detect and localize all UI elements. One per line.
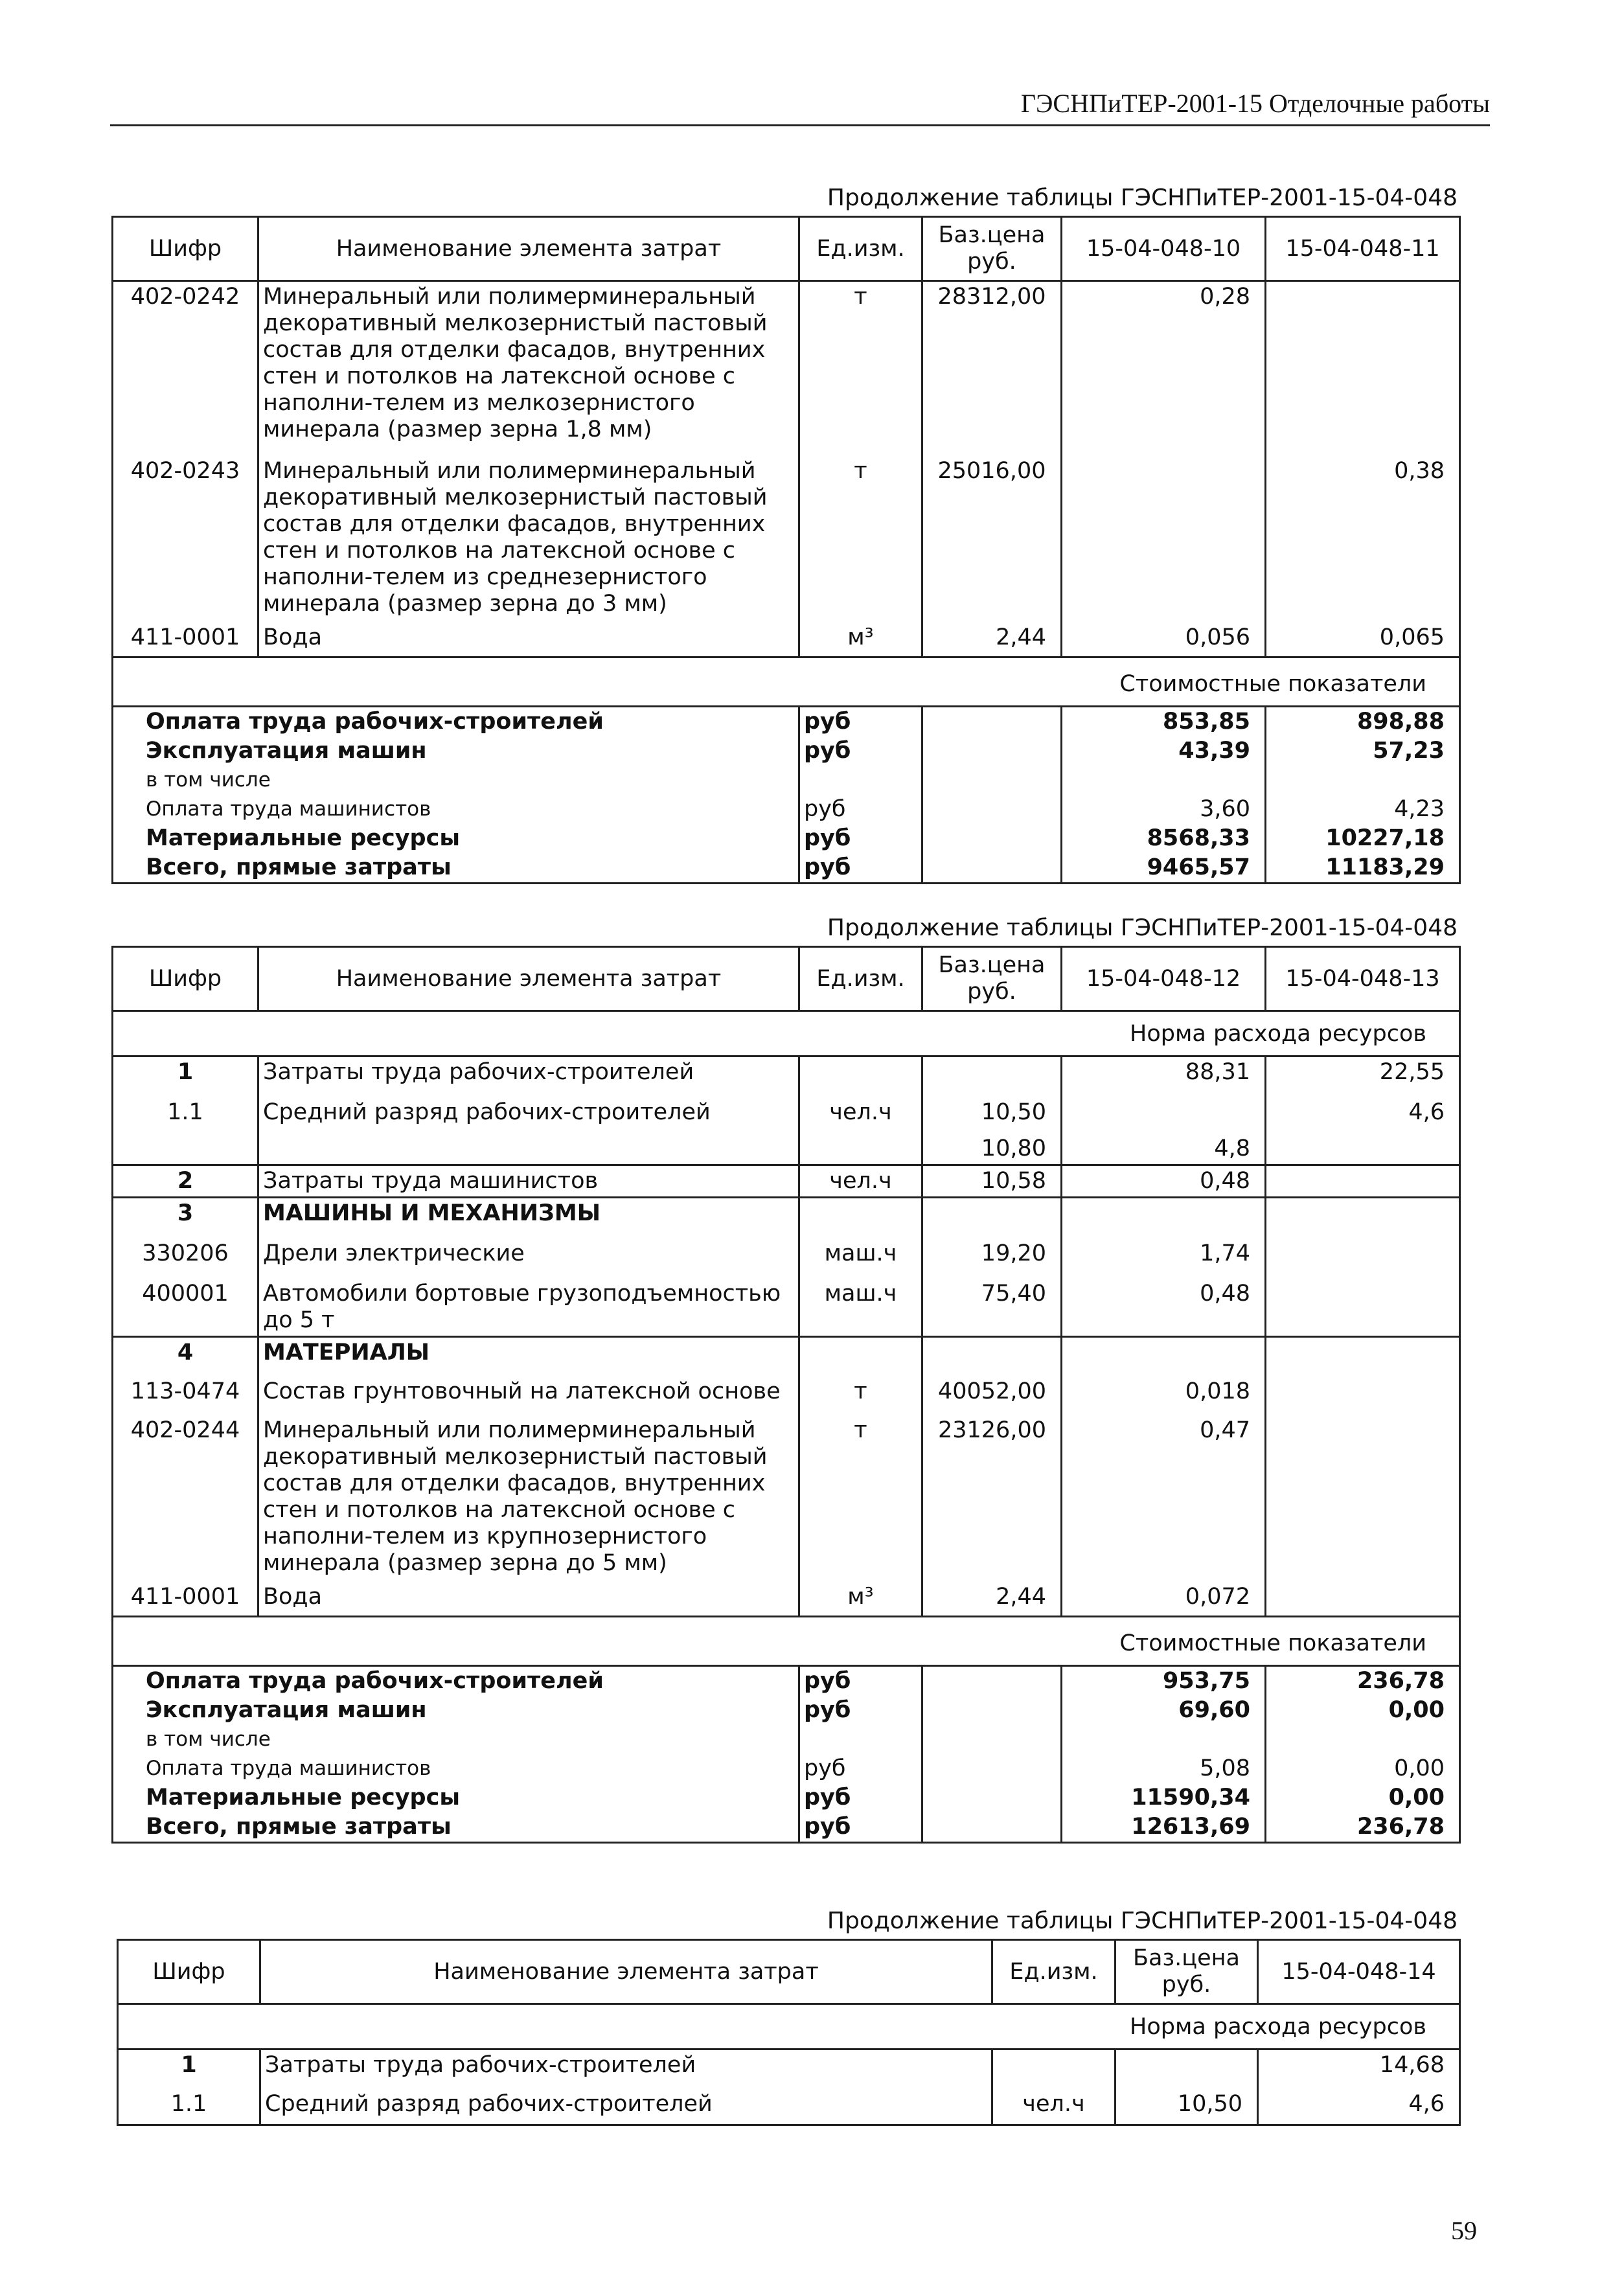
section-title-row	[118, 2004, 1460, 2050]
cost-empty	[922, 853, 1062, 884]
cost-v2: 236,78	[1266, 1666, 1460, 1696]
cost-v1: 5,08	[1062, 1754, 1266, 1783]
row-price: 10,50	[922, 1088, 1062, 1128]
row-unit: маш.ч	[799, 1229, 922, 1269]
table-row	[113, 1165, 1460, 1198]
col-header-price: Баз.цена руб.	[1115, 1940, 1258, 2004]
cost-empty	[922, 766, 1062, 795]
row-price	[922, 1056, 1062, 1088]
col-header-price: Баз.цена руб.	[922, 217, 1062, 281]
table-row	[113, 1056, 1460, 1088]
row-name: Автомобили бортовые грузоподъемностью до 5 т	[258, 1269, 799, 1337]
cost-row	[113, 1812, 1460, 1843]
table-2	[111, 946, 1461, 1844]
cost-label: Материальные ресурсы	[113, 824, 799, 853]
cost-v2: 0,00	[1266, 1783, 1460, 1812]
row-unit: т	[799, 1407, 922, 1579]
table-row	[118, 2081, 1460, 2125]
col-header-code: Шифр	[113, 217, 258, 281]
row-unit: маш.ч	[799, 1269, 922, 1337]
row-name: Дрели электрические	[258, 1229, 799, 1269]
row-unit: м³	[799, 619, 922, 657]
cost-v2: 0,00	[1266, 1696, 1460, 1725]
cost-row	[113, 824, 1460, 853]
cost-row	[113, 1725, 1460, 1754]
cost-unit: руб	[799, 853, 922, 884]
cost-unit: руб	[799, 1666, 922, 1696]
cost-empty	[922, 1725, 1062, 1754]
section-title: Стоимостные показатели	[113, 657, 1460, 707]
row-unit: т	[799, 281, 922, 446]
row-v1: 14,68	[1258, 2050, 1460, 2081]
row-code: 2	[113, 1165, 258, 1198]
table-2-header-row	[113, 947, 1460, 1011]
cost-v2: 898,88	[1266, 707, 1460, 737]
cost-empty	[922, 707, 1062, 737]
table-row	[113, 1407, 1460, 1579]
cost-v1: 8568,33	[1062, 824, 1266, 853]
row-code: 400001	[113, 1269, 258, 1337]
cost-v1: 43,39	[1062, 737, 1266, 766]
page-header-title: ГЭСНПиТЕР-2001-15 Отделочные работы	[1020, 89, 1490, 118]
cost-label: Оплата труда машинистов	[113, 795, 799, 824]
cost-row	[113, 1754, 1460, 1783]
row-name: Затраты труда рабочих-строителей	[258, 1056, 799, 1088]
row-v1	[1062, 1337, 1266, 1369]
section-title: Норма расхода ресурсов	[113, 1011, 1460, 1056]
col-header-unit: Ед.изм.	[992, 1940, 1115, 2004]
row-unit	[799, 1056, 922, 1088]
row-name: Минеральный или полимерминеральный декоративный мелкозернистый пастовый состав для отделки фасадов, внутренних стен и потолков на латексной основе с наполни-телем из крупнозернистого минерала (размер зерна до 5 мм)	[258, 1407, 799, 1579]
cost-label: Всего, прямые затраты	[113, 1812, 799, 1843]
row-v2	[1266, 1407, 1460, 1579]
table-row	[113, 1088, 1460, 1128]
col-header-v1: 15-04-048-12	[1062, 947, 1266, 1011]
col-header-price: Баз.цена руб.	[922, 947, 1062, 1011]
table-row	[113, 1269, 1460, 1337]
row-v2	[1266, 1368, 1460, 1407]
row-code: 402-0243	[113, 445, 258, 619]
section-title-row	[113, 657, 1460, 707]
row-v2: 0,065	[1266, 619, 1460, 657]
cost-row	[113, 707, 1460, 737]
row-code: 1.1	[118, 2081, 260, 2125]
row-unit	[799, 1198, 922, 1229]
row-v2	[1266, 1128, 1460, 1165]
table-row	[113, 445, 1460, 619]
row-code: 1	[118, 2050, 260, 2081]
row-v1: 0,47	[1062, 1407, 1266, 1579]
row-code: 411-0001	[113, 1579, 258, 1617]
row-unit: т	[799, 445, 922, 619]
row-unit: т	[799, 1368, 922, 1407]
row-v1: 0,056	[1062, 619, 1266, 657]
cost-v1: 3,60	[1062, 795, 1266, 824]
table-3-header-row	[118, 1940, 1460, 2004]
row-v1: 0,072	[1062, 1579, 1266, 1617]
row-v2	[1266, 1198, 1460, 1229]
cost-row	[113, 1666, 1460, 1696]
cost-v1: 853,85	[1062, 707, 1266, 737]
table-3-caption: Продолжение таблицы ГЭСНПиТЕР-2001-15-04-048	[827, 1908, 1458, 1934]
table-1-caption: Продолжение таблицы ГЭСНПиТЕР-2001-15-04-048	[827, 185, 1458, 211]
section-title: Норма расхода ресурсов	[118, 2004, 1460, 2050]
cost-v2: 236,78	[1266, 1812, 1460, 1843]
table-row	[113, 1368, 1460, 1407]
row-price: 75,40	[922, 1269, 1062, 1337]
cost-empty	[922, 1812, 1062, 1843]
cost-empty	[922, 824, 1062, 853]
row-code: 113-0474	[113, 1368, 258, 1407]
cost-unit: руб	[799, 1812, 922, 1843]
cost-unit: руб	[799, 824, 922, 853]
row-code: 3	[113, 1198, 258, 1229]
section-title-row	[113, 1011, 1460, 1056]
table-row	[113, 1128, 1460, 1165]
cost-row	[113, 795, 1460, 824]
table-row	[113, 1337, 1460, 1369]
cost-empty	[922, 1666, 1062, 1696]
page-header	[110, 84, 1490, 126]
table-1-header-row	[113, 217, 1460, 281]
row-price: 10,50	[1115, 2081, 1258, 2125]
cost-row	[113, 853, 1460, 884]
cost-v1	[1062, 1725, 1266, 1754]
cost-label: в том числе	[113, 1725, 799, 1754]
row-v2	[1266, 1229, 1460, 1269]
row-v1	[1062, 1198, 1266, 1229]
cost-label: в том числе	[113, 766, 799, 795]
col-header-code: Шифр	[113, 947, 258, 1011]
cost-v2: 0,00	[1266, 1754, 1460, 1783]
cost-unit: руб	[799, 795, 922, 824]
row-v1	[1062, 445, 1266, 619]
table-2-caption: Продолжение таблицы ГЭСНПиТЕР-2001-15-04-048	[827, 915, 1458, 941]
row-code: 330206	[113, 1229, 258, 1269]
row-v1: 0,018	[1062, 1368, 1266, 1407]
cost-unit: руб	[799, 1696, 922, 1725]
table-row	[118, 2050, 1460, 2081]
cost-unit	[799, 1725, 922, 1754]
cost-unit: руб	[799, 1754, 922, 1783]
cost-v1: 953,75	[1062, 1666, 1266, 1696]
row-price: 19,20	[922, 1229, 1062, 1269]
row-v2	[1266, 1579, 1460, 1617]
table-row	[113, 619, 1460, 657]
table-row	[113, 1198, 1460, 1229]
row-name: Вода	[258, 619, 799, 657]
cost-empty	[922, 1783, 1062, 1812]
row-price: 2,44	[922, 1579, 1062, 1617]
row-name: МАШИНЫ И МЕХАНИЗМЫ	[258, 1198, 799, 1229]
row-unit: чел.ч	[992, 2081, 1115, 2125]
row-price	[922, 1337, 1062, 1369]
row-code: 4	[113, 1337, 258, 1369]
row-v2	[1266, 1165, 1460, 1198]
section-title: Стоимостные показатели	[113, 1617, 1460, 1666]
row-price: 2,44	[922, 619, 1062, 657]
cost-v1: 12613,69	[1062, 1812, 1266, 1843]
row-unit	[799, 1128, 922, 1165]
table-3	[117, 1939, 1461, 2126]
row-v1: 88,31	[1062, 1056, 1266, 1088]
row-name: МАТЕРИАЛЫ	[258, 1337, 799, 1369]
row-price	[1115, 2050, 1258, 2081]
cost-unit: руб	[799, 1783, 922, 1812]
page-number: 59	[1451, 2216, 1477, 2245]
row-price	[922, 1198, 1062, 1229]
col-header-v2: 15-04-048-13	[1266, 947, 1460, 1011]
row-name: Затраты труда машинистов	[258, 1165, 799, 1198]
row-name: Затраты труда рабочих-строителей	[260, 2050, 992, 2081]
row-name: Минеральный или полимерминеральный декоративный мелкозернистый пастовый состав для отделки фасадов, внутренних стен и потолков на латексной основе с наполни-телем из среднезернистого минерала (размер зерна до 3 мм)	[258, 445, 799, 619]
col-header-v1: 15-04-048-14	[1258, 1940, 1460, 2004]
row-v2: 22,55	[1266, 1056, 1460, 1088]
cost-v1: 9465,57	[1062, 853, 1266, 884]
row-price: 10,58	[922, 1165, 1062, 1198]
cost-v1	[1062, 766, 1266, 795]
row-v2: 0,38	[1266, 445, 1460, 619]
row-v2	[1266, 1337, 1460, 1369]
col-header-name: Наименование элемента затрат	[258, 947, 799, 1011]
table-row	[113, 1229, 1460, 1269]
row-price: 40052,00	[922, 1368, 1062, 1407]
cost-v2: 57,23	[1266, 737, 1460, 766]
cost-empty	[922, 1754, 1062, 1783]
cost-unit: руб	[799, 737, 922, 766]
row-v1: 0,48	[1062, 1269, 1266, 1337]
row-name: Состав грунтовочный на латексной основе	[258, 1368, 799, 1407]
row-name: Вода	[258, 1579, 799, 1617]
cost-v2	[1266, 1725, 1460, 1754]
row-v2	[1266, 281, 1460, 446]
cost-v1: 69,60	[1062, 1696, 1266, 1725]
row-v1	[1062, 1088, 1266, 1128]
col-header-name: Наименование элемента затрат	[258, 217, 799, 281]
col-header-unit: Ед.изм.	[799, 217, 922, 281]
cost-label: Материальные ресурсы	[113, 1783, 799, 1812]
row-name: Минеральный или полимерминеральный декоративный мелкозернистый пастовый состав для отделки фасадов, внутренних стен и потолков на латексной основе с наполни-телем из мелкозернистого минерала (размер зерна 1,8 мм)	[258, 281, 799, 446]
col-header-unit: Ед.изм.	[799, 947, 922, 1011]
row-unit: м³	[799, 1579, 922, 1617]
row-v2: 4,6	[1266, 1088, 1460, 1128]
cost-v2: 4,23	[1266, 795, 1460, 824]
table-row	[113, 1579, 1460, 1617]
col-header-v1: 15-04-048-10	[1062, 217, 1266, 281]
cost-empty	[922, 737, 1062, 766]
cost-row	[113, 737, 1460, 766]
cost-v2	[1266, 766, 1460, 795]
row-code: 402-0242	[113, 281, 258, 446]
row-price: 23126,00	[922, 1407, 1062, 1579]
col-header-name: Наименование элемента затрат	[260, 1940, 992, 2004]
section-title-row	[113, 1617, 1460, 1666]
table-row	[113, 281, 1460, 446]
row-code: 402-0244	[113, 1407, 258, 1579]
cost-label: Всего, прямые затраты	[113, 853, 799, 884]
row-name	[258, 1128, 799, 1165]
row-v1: 4,8	[1062, 1128, 1266, 1165]
col-header-code: Шифр	[118, 1940, 260, 2004]
row-code: 1.1	[113, 1088, 258, 1128]
row-name: Средний разряд рабочих-строителей	[258, 1088, 799, 1128]
row-v1: 4,6	[1258, 2081, 1460, 2125]
row-unit	[992, 2050, 1115, 2081]
cost-row	[113, 766, 1460, 795]
row-v2	[1266, 1269, 1460, 1337]
cost-label: Оплата труда машинистов	[113, 1754, 799, 1783]
row-unit: чел.ч	[799, 1165, 922, 1198]
row-unit	[799, 1337, 922, 1369]
cost-v2: 10227,18	[1266, 824, 1460, 853]
cost-label: Оплата труда рабочих-строителей	[113, 1666, 799, 1696]
cost-v2: 11183,29	[1266, 853, 1460, 884]
cost-unit	[799, 766, 922, 795]
row-code: 1	[113, 1056, 258, 1088]
row-price: 28312,00	[922, 281, 1062, 446]
cost-row	[113, 1783, 1460, 1812]
cost-v1: 11590,34	[1062, 1783, 1266, 1812]
row-unit: чел.ч	[799, 1088, 922, 1128]
table-1	[111, 216, 1461, 884]
cost-label: Эксплуатация машин	[113, 1696, 799, 1725]
col-header-v2: 15-04-048-11	[1266, 217, 1460, 281]
row-name: Средний разряд рабочих-строителей	[260, 2081, 992, 2125]
row-v1: 1,74	[1062, 1229, 1266, 1269]
row-price: 10,80	[922, 1128, 1062, 1165]
row-v1: 0,28	[1062, 281, 1266, 446]
cost-unit: руб	[799, 707, 922, 737]
cost-row	[113, 1696, 1460, 1725]
row-v1: 0,48	[1062, 1165, 1266, 1198]
cost-empty	[922, 1696, 1062, 1725]
cost-empty	[922, 795, 1062, 824]
row-code	[113, 1128, 258, 1165]
cost-label: Эксплуатация машин	[113, 737, 799, 766]
row-code: 411-0001	[113, 619, 258, 657]
row-price: 25016,00	[922, 445, 1062, 619]
cost-label: Оплата труда рабочих-строителей	[113, 707, 799, 737]
